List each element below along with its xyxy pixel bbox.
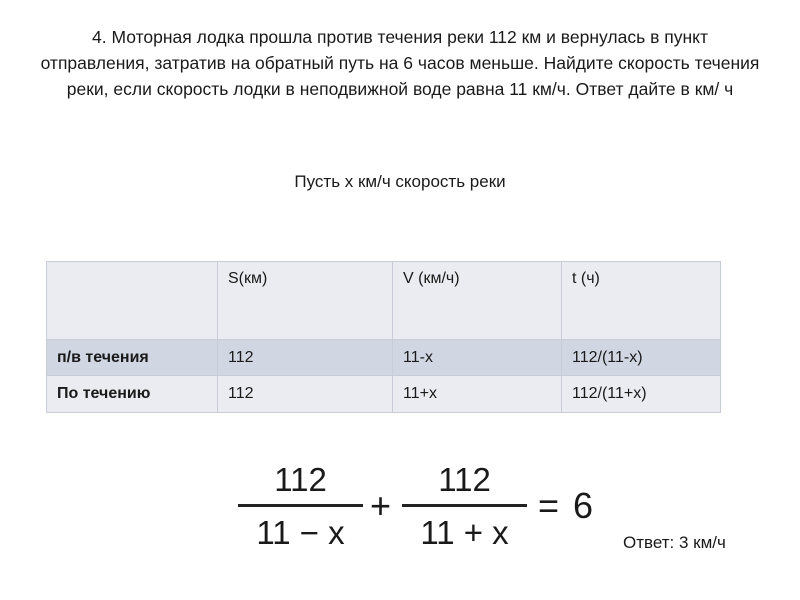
equation [238,460,618,560]
problem-text: Моторная лодка прошла против течения реки 112 км и вернулась в пункт отправления, затратив на обратный путь на 6 часов меньше. Найдите скорость течения реки, если скорость лодки в неподвижной воде равна 11 км/ч. Ответ дайте в км/ ч [40,27,760,99]
header-cell-empty [47,262,218,340]
fraction-1-numerator: 112 [274,461,327,498]
row-label: По течению [47,376,218,413]
problem-number: 4. [91,27,107,47]
table-header-row [47,262,721,340]
table-cell: 112/(11-х) [562,340,721,376]
table-cell: 112 [218,376,393,413]
table-row [47,340,721,376]
fraction-bar [238,504,363,507]
table-cell: 11+х [393,376,562,413]
header-cell-time: t (ч) [562,262,721,340]
fraction-2-numerator: 112 [438,461,491,498]
row-label: п/в течения [47,340,218,376]
fraction-2 [402,460,527,553]
fraction-bar [402,504,527,507]
table-cell: 112/(11+х) [562,376,721,413]
header-cell-speed: V (км/ч) [393,262,562,340]
plus-sign: + [370,485,392,526]
let-statement: Пусть х км/ч скорость реки [294,172,506,191]
table-cell: 11-х [393,340,562,376]
header-cell-distance: S(км) [218,262,393,340]
table-row [47,376,721,413]
fraction-1 [238,460,363,553]
table-cell: 112 [218,340,393,376]
fraction-1-denominator: 11 − x [256,514,345,551]
answer: Ответ: 3 км/ч [623,533,726,552]
equation-rhs: 6 [573,485,594,526]
problem-statement [40,24,760,102]
fraction-2-denominator: 11 + x [420,514,509,551]
data-table [46,261,721,413]
equals-sign: = [538,485,560,526]
